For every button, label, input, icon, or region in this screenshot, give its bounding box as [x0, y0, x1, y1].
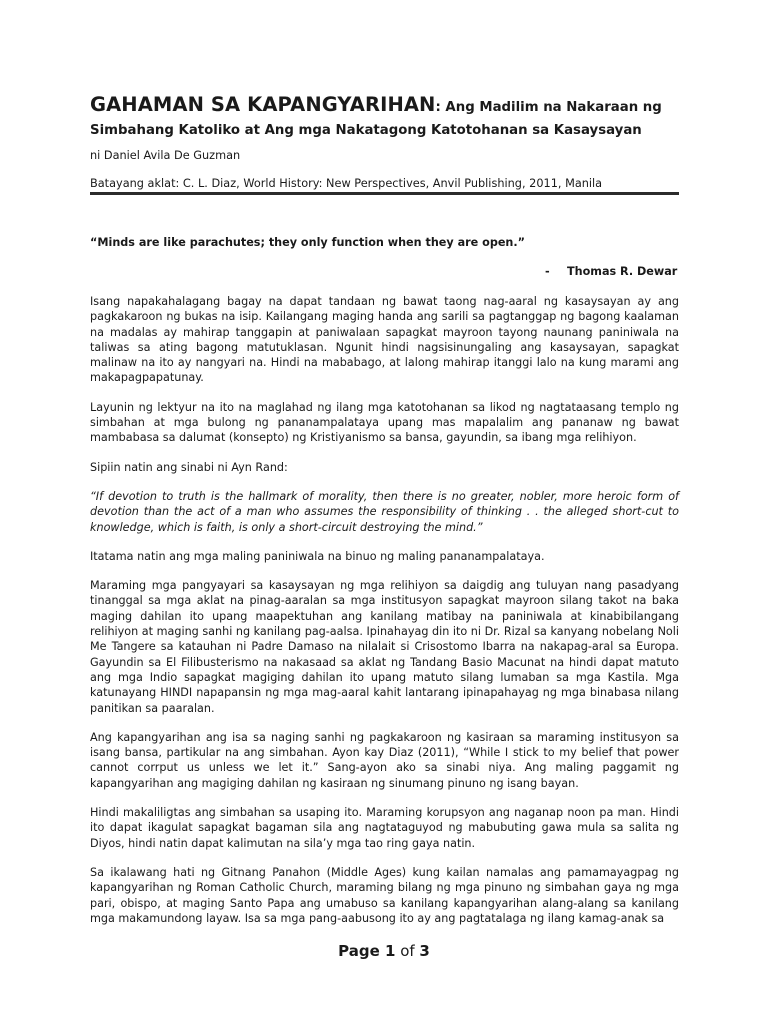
footer-current-page: 1 — [384, 942, 396, 960]
paragraph-ayn-rand-quote: “If devotion to truth is the hallmark of morality, then there is no greater, nobler, more heroic form of devotion than the act of a man who assumes the responsibility of thinking . . the alleged short-cut to knowledge, which is faith, is only a short-circuit destroying the mind.” — [90, 489, 679, 534]
footer-prefix: Page — [338, 942, 385, 960]
paragraph: Isang napakahalagang bagay na dapat tandaan ng bawat taong nag-aaral ng kasaysayan ay ang pagkakaroon ng bukas na isip. Kailangang maging handa ang sarili sa pagtanggap ng bagong kaalaman na madalas ay mahirap tanggapin at paniwalaan sapagkat mayroon tayong naunang paniniwala na taliwas sa ating bagong matutuklasan. Ngunit hindi nagsisinungaling ang kasaysayan, sapagkat malinaw na ito ay nangyari na. Hindi na mababago, at lalong mahirap itanggi lalo na kung marami ang makapagpapatunay. — [90, 295, 679, 385]
footer-total-pages: 3 — [419, 942, 430, 960]
paragraph: Sa ikalawang hati ng Gitnang Panahon (Middle Ages) kung kailan namalas ang pamamayagpag ng kapangyarihan ng Roman Catholic Church, maraming bilang ng mga pinuno ng simbahan gaya ng mga pari, obispo, at maging Santo Papa ang umabuso sa kanilang kapangyarihan alang-alang sa kanilang mga makamundong layaw. Isa sa mga pang-aabusong ito ay ang pagtatalaga ng ilang kamag-anak sa — [90, 865, 679, 925]
epigraph-author: Thomas R. Dewar — [567, 265, 678, 278]
title-subtitle: : Ang Madilim na Nakaraan ng Simbahang Katoliko at Ang mga Nakatagong Katotohanan sa Kasaysayan — [90, 100, 662, 138]
title-main: GAHAMAN SA KAPANGYARIHAN — [90, 93, 436, 116]
author-byline: ni Daniel Avila De Guzman — [90, 149, 241, 162]
paragraph: Itatama natin ang mga maling paniniwala na binuo ng maling pananampalataya. — [90, 549, 545, 563]
header-divider — [90, 192, 679, 195]
paragraph: Layunin ng lektyur na ito na maglahad ng ilang mga katotohanan sa likod ng nagtataasang templo ng simbahan at mga bulong ng pananampalataya upang mas mapalalim ang pananaw ng bawat mambabasa sa dalumat (konsepto) ng Kristiyanismo sa bansa, gayundin, sa ibang mga relihiyon. — [90, 400, 679, 445]
body-text — [90, 294, 679, 940]
source-reference: Batayang aklat: C. L. Diaz, World History: New Perspectives, Anvil Publishing, 2011, Manila — [90, 177, 603, 190]
page-number-footer — [0, 942, 768, 960]
epigraph-quote: “Minds are like parachutes; they only function when they are open.” — [90, 236, 525, 249]
paragraph: Hindi makaliligtas ang simbahan sa usaping ito. Maraming korupsyon ang naganap noon pa man. Hindi ito dapat ikagulat sapagkat bagaman sila ang nagtataguyod ng mabubuting gawa mula sa salita ng Diyos, hindi natin dapat kalimutan na sila’y mga tao ring gaya natin. — [90, 806, 679, 850]
paragraph: Maraming mga pangyayari sa kasaysayan ng mga relihiyon sa daigdig ang tuluyan nang pasadyang tinanggal sa mga aklat na pinag-aaralan sa mga institusyon sapagkat mayroon silang takot na baka maging dahilan ito upang maapektuhan ang kanilang matibay na paniniwala at kinabibilangang relihiyon at maging sanhi ng kanilang pag-aalsa. Ipinahayag din ito ni Dr. Rizal sa kanyang nobelang Noli Me Tangere sa katauhan ni Padre Damaso na nilalait si Crisostomo Ibarra na nakapag-aral sa Europa. Gayundin sa El Filibusterismo na nakasaad sa aklat ng Tandang Basio Macunat na hindi dapat matuto ang mga Indio sapagkat magiging dahilan ito upang matuto silang lumaban sa mga Kastila. Mga katunayang HINDI napapansin ng mga mag-aaral kahit lantarang ipinapahayag ng mga binabasa nilang panitikan sa paaralan. — [90, 579, 679, 715]
footer-middle: of — [395, 942, 420, 960]
epigraph-attribution — [545, 265, 679, 278]
epigraph-dash: - — [545, 265, 550, 278]
document-title — [90, 93, 690, 142]
paragraph: Ang kapangyarihan ang isa sa naging sanhi ng pagkakaroon ng kasiraan sa maraming institusyon sa isang bansa, partikular na ang simbahan. Ayon kay Diaz (2011), “While I stick to my belief that power cannot corrput us unless we let it.” Sang-ayon ako sa sinabi niya. Ang maling paggamit ng kapangyarihan ang magiging dahilan ng kasiraan ng sinumang pinuno ng isang bayan. — [90, 730, 679, 790]
paragraph: Sipiin natin ang sinabi ni Ayn Rand: — [90, 460, 288, 474]
